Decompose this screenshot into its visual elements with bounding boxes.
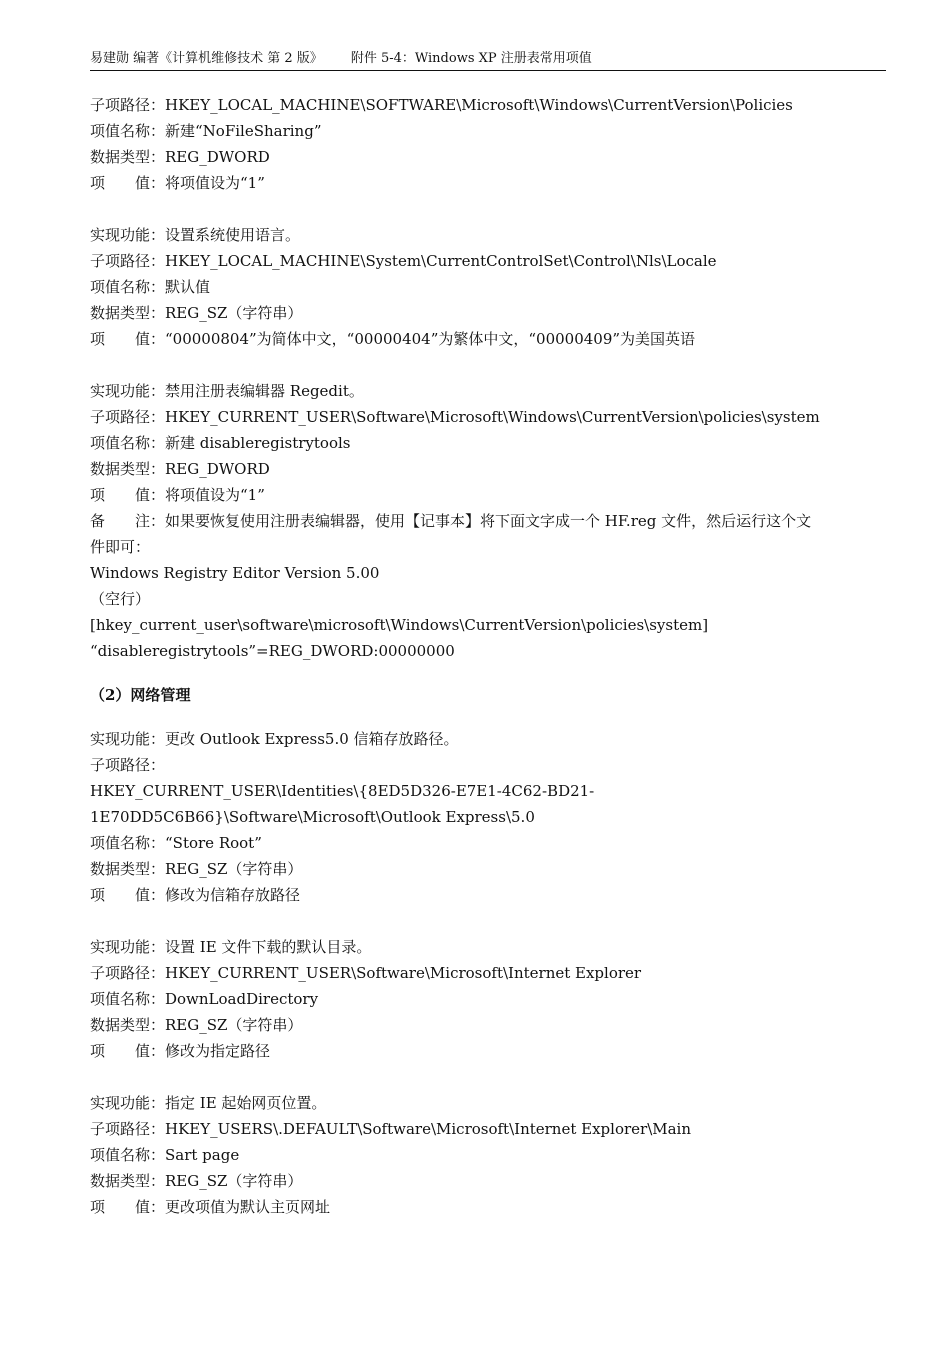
subkey-path-line: HKEY_CURRENT_USER\Identities\{8ED5D326-E7E1-4C62-BD21- (90, 782, 595, 800)
function-line: 实现功能：设置系统使用语言。 (90, 226, 301, 244)
document-body (90, 92, 886, 1220)
reg-file-value-line: “disableregistrytools”=REG_DWORD:00000000 (90, 642, 455, 660)
header-appendix-title: 附件 5-4：Windows XP 注册表常用项值 (350, 51, 592, 66)
value-name-line: 项值名称：Sart page (90, 1146, 240, 1164)
subkey-path-continuation: 1E70DD5C6B66}\Software\Microsoft\Outlook Express\5.0 (90, 808, 535, 826)
value-line: 项 值：修改为信箱存放路径 (90, 886, 301, 904)
value-name-line: 项值名称：DownLoadDirectory (90, 990, 319, 1008)
subkey-path-line: 子项路径：HKEY_LOCAL_MACHINE\System\CurrentControlSet\Control\Nls\Locale (90, 252, 717, 270)
data-type-line: 数据类型：REG_DWORD (90, 460, 270, 478)
subkey-path-line: 子项路径：HKEY_LOCAL_MACHINE\SOFTWARE\Microsoft\Windows\CurrentVersion\Policies (90, 96, 793, 114)
data-type-line: 数据类型：REG_SZ（字符串） (90, 304, 303, 322)
subkey-path-label: 子项路径： (90, 756, 166, 774)
value-name-line: 项值名称：新建 disableregistrytools (90, 434, 351, 452)
function-line: 实现功能：禁用注册表编辑器 Regedit。 (90, 382, 364, 400)
data-type-line: 数据类型：REG_SZ（字符串） (90, 860, 303, 878)
data-type-line: 数据类型：REG_SZ（字符串） (90, 1172, 303, 1190)
value-name-line: 项值名称：“Store Root” (90, 834, 262, 852)
reg-file-key-line: [hkey_current_user\software\microsoft\Windows\CurrentVersion\policies\system] (90, 616, 709, 634)
header-rule (90, 70, 886, 71)
function-line: 实现功能：更改 Outlook Express5.0 信箱存放路径。 (90, 730, 459, 748)
subkey-path-line: 子项路径：HKEY_CURRENT_USER\Software\Microsoft\Internet Explorer (90, 964, 642, 982)
function-line: 实现功能：设置 IE 文件下载的默认目录。 (90, 938, 372, 956)
reg-file-header-line: Windows Registry Editor Version 5.00 (90, 564, 380, 582)
value-line: 项 值：修改为指定路径 (90, 1042, 271, 1060)
note-continuation-line: 件即可： (90, 538, 151, 556)
section-heading: （2）网络管理 (90, 686, 191, 704)
data-type-line: 数据类型：REG_DWORD (90, 148, 270, 166)
value-line: 项 值：“00000804”为简体中文，“00000404”为繁体中文，“00000409”为美国英语 (90, 330, 696, 348)
page-header (90, 48, 886, 70)
value-line: 项 值：将项值设为“1” (90, 174, 265, 192)
subkey-path-line: 子项路径：HKEY_CURRENT_USER\Software\Microsoft\Windows\CurrentVersion\policies\system (90, 408, 820, 426)
value-line: 项 值：更改项值为默认主页网址 (90, 1198, 331, 1216)
subkey-path-line: 子项路径：HKEY_USERS\.DEFAULT\Software\Microsoft\Internet Explorer\Main (90, 1120, 692, 1138)
value-name-line: 项值名称：默认值 (90, 278, 211, 296)
value-name-line: 项值名称：新建“NoFileSharing” (90, 122, 322, 140)
header-book-title: 易建勋 编著《计算机维修技术 第 2 版》 (90, 51, 323, 66)
data-type-line: 数据类型：REG_SZ（字符串） (90, 1016, 303, 1034)
value-line: 项 值：将项值设为“1” (90, 486, 265, 504)
note-line: 备 注：如果要恢复使用注册表编辑器，使用【记事本】将下面文字成一个 HF.reg 文件，然后运行这个文 (90, 512, 812, 530)
reg-file-blank-line: （空行） (90, 590, 151, 608)
function-line: 实现功能：指定 IE 起始网页位置。 (90, 1094, 327, 1112)
